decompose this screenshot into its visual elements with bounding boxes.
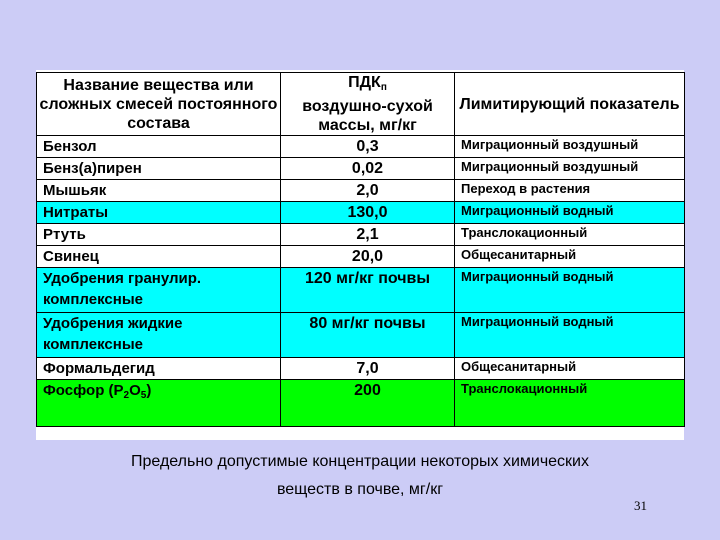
limiting-indicator: Миграционный водный: [455, 202, 685, 224]
limiting-indicator: Общесанитарный: [455, 358, 685, 380]
header-pdk: [281, 73, 455, 136]
table-row: [37, 136, 685, 158]
formula-part: Фосфор (P: [43, 382, 124, 399]
limiting-indicator: Миграционный водный: [455, 313, 685, 358]
formula-subscript: 2: [123, 390, 130, 401]
table-row: [37, 380, 685, 427]
table-row: [37, 358, 685, 380]
table-caption: [36, 448, 684, 504]
limiting-indicator: Миграционный воздушный: [455, 136, 685, 158]
pdk-value: 7,0: [281, 358, 455, 380]
formula-part: ): [146, 382, 152, 399]
substance-name: Удобрения гранулир. комплексные: [37, 268, 281, 313]
pdk-value: 120 мг/кг почвы: [281, 268, 455, 313]
pdk-value: 80 мг/кг почвы: [281, 313, 455, 358]
substance-name: Удобрения жидкие комплексные: [37, 313, 281, 358]
pdk-value: 0,3: [281, 136, 455, 158]
pdk-value: 20,0: [281, 246, 455, 268]
substance-name: Свинец: [37, 246, 281, 268]
table-row: [37, 268, 685, 313]
pdk-value: 0,02: [281, 158, 455, 180]
substance-name: Формальдегид: [37, 358, 281, 380]
pdk-table: [36, 72, 685, 427]
table-row: [37, 313, 685, 358]
formula-subscript: 5: [140, 390, 147, 401]
substance-name: Нитраты: [37, 202, 281, 224]
formula-part: O: [129, 382, 141, 399]
substance-name: Бенз(а)пирен: [37, 158, 281, 180]
substance-name: Ртуть: [37, 224, 281, 246]
substance-name: [37, 380, 281, 427]
header-pdk-sub: п: [380, 82, 387, 93]
table-row: [37, 158, 685, 180]
pdk-value: 2,0: [281, 180, 455, 202]
limiting-indicator: Миграционный воздушный: [455, 158, 685, 180]
pdk-value: 200: [281, 380, 455, 427]
substance-name: Бензол: [37, 136, 281, 158]
limiting-indicator: Транслокационный: [455, 224, 685, 246]
header-pdk-main: ПДК: [348, 74, 381, 91]
limiting-indicator: Миграционный водный: [455, 268, 685, 313]
caption-line-1: Предельно допустимые концентрации некоторых химических: [131, 453, 589, 470]
table-row: [37, 224, 685, 246]
substance-name: Мышьяк: [37, 180, 281, 202]
pdk-value: 130,0: [281, 202, 455, 224]
table-row: [37, 180, 685, 202]
table-row: [37, 202, 685, 224]
header-limiting-indicator: Лимитирующий показатель: [455, 73, 685, 136]
pdk-value: 2,1: [281, 224, 455, 246]
page-number: 31: [634, 498, 647, 513]
table-row: [37, 246, 685, 268]
caption-line-2: веществ в почве, мг/кг: [276, 481, 444, 498]
table-header-row: [37, 73, 685, 136]
header-pdk-rest: воздушно-сухой массы, мг/кг: [302, 98, 433, 134]
header-substance-name: Название вещества или сложных смесей постоянного состава: [37, 73, 281, 136]
limiting-indicator: Транслокационный: [455, 380, 685, 427]
limiting-indicator: Переход в растения: [455, 180, 685, 202]
limiting-indicator: Общесанитарный: [455, 246, 685, 268]
